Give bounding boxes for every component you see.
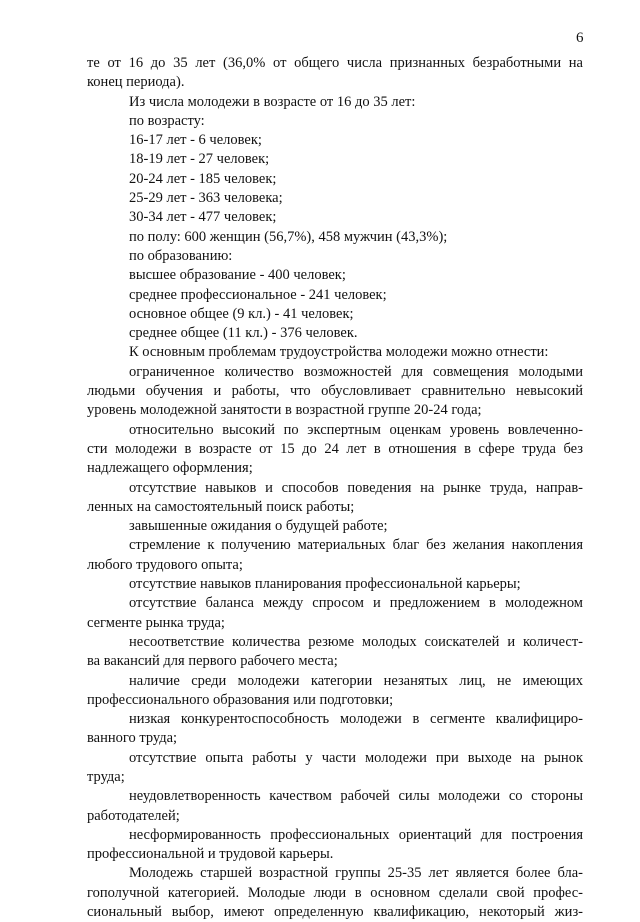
problem-line: завышенные ожидания о будущей работе; — [129, 518, 388, 535]
problem-line: ограниченное количество возможностей для совмещения молодыми — [129, 363, 583, 380]
closing-line: гополучной категорией. Молодые люди в основном сделали свой профес- — [87, 884, 583, 901]
problem-line: профессиональной и трудовой карьеры. — [87, 846, 334, 863]
problem-item — [87, 710, 583, 749]
stat-line: основное общее (9 кл.) - 41 человек; — [129, 305, 354, 322]
closing-paragraph — [87, 864, 583, 922]
stat-line: среднее профессиональное - 241 человек; — [129, 286, 387, 303]
problem-line: низкая конкурентоспособность молодежи в сегменте квалифициро- — [129, 711, 583, 728]
problem-item — [87, 749, 583, 788]
problem-item — [87, 536, 583, 575]
problem-line: отсутствие опыта работы у части молодежи при выходе на рынок — [129, 749, 583, 766]
problem-item — [87, 421, 583, 479]
problem-item — [87, 575, 583, 594]
problem-line: любого трудового опыта; — [87, 556, 243, 573]
closing-line: Молодежь старшей возрастной группы 25-35 лет является более бла- — [129, 865, 583, 882]
problem-line: сегменте рынка труда; — [87, 614, 225, 631]
stat-line: по полу: 600 женщин (56,7%), 458 мужчин (43,3%); — [129, 228, 448, 245]
closing-line: сиональный выбор, имеют определенную квалификацию, некоторый жиз- — [87, 904, 583, 921]
stat-line: 16-17 лет - 6 человек; — [129, 132, 262, 149]
problem-item — [87, 787, 583, 826]
problem-item — [87, 479, 583, 518]
stat-line: 20-24 лет - 185 человек; — [129, 170, 277, 187]
problem-item — [87, 517, 583, 536]
problem-line: работодателей; — [87, 807, 180, 824]
stat-line: по образованию: — [129, 247, 233, 264]
stat-line: 25-29 лет - 363 человека; — [129, 190, 283, 207]
problem-line: труда; — [87, 768, 125, 785]
problem-line: профессионального образования или подготовки; — [87, 691, 394, 708]
problem-item — [87, 594, 583, 633]
stat-line: 30-34 лет - 477 человек; — [129, 209, 277, 226]
youth-heading: Из числа молодежи в возрасте от 16 до 35 лет: — [129, 93, 416, 110]
problem-line: отсутствие навыков планирования профессиональной карьеры; — [129, 576, 521, 593]
problem-item — [87, 363, 583, 421]
problem-line: надлежащего оформления; — [87, 460, 253, 477]
problem-item — [87, 826, 583, 865]
document-body — [87, 54, 583, 922]
problem-line: ва вакансий для первого рабочего места; — [87, 653, 338, 670]
problem-line: неудовлетворенность качеством рабочей силы молодежи со стороны — [129, 788, 583, 805]
problem-line: относительно высокий по экспертным оценкам уровень вовлеченно- — [129, 421, 583, 438]
problem-line: сти молодежи в возрасте от 15 до 24 лет в отношения в сфере труда без — [87, 440, 583, 457]
stat-line: высшее образование - 400 человек; — [129, 267, 346, 284]
problems-heading: К основным проблемам трудоустройства молодежи можно отнести: — [129, 344, 549, 361]
stat-line: по возрасту: — [129, 112, 205, 129]
problems-list — [87, 363, 583, 865]
statistics-list — [87, 112, 583, 344]
problem-line: отсутствие баланса между спросом и предложением в молодежном — [129, 595, 583, 612]
problem-line: несформированность профессиональных ориентаций для построения — [129, 826, 583, 843]
problem-line: наличие среди молодежи категории незанятых лиц, не имеющих — [129, 672, 583, 689]
stat-line: 18-19 лет - 27 человек; — [129, 151, 270, 168]
problem-line: уровень молодежной занятости в возрастной группе 20-24 года; — [87, 402, 482, 419]
problem-item — [87, 672, 583, 711]
problem-line: ванного труда; — [87, 730, 178, 747]
problem-line: ленных на самостоятельный поиск работы; — [87, 498, 355, 515]
text-line: те от 16 до 35 лет (36,0% от общего числа признанных безработными на — [87, 55, 583, 71]
problem-line: людьми обучения и работы, что обусловливает сравнительно невысокий — [87, 383, 583, 400]
page-number: 6 — [576, 30, 584, 46]
problem-line: несоответствие количества резюме молодых соискателей и количест- — [129, 633, 583, 650]
problem-line: стремление к получению материальных благ без желания накопления — [129, 537, 583, 554]
problem-item — [87, 633, 583, 672]
text-line: конец периода). — [87, 74, 185, 91]
problem-line: отсутствие навыков и способов поведения на рынке труда, направ- — [129, 479, 583, 496]
stat-line: среднее общее (11 кл.) - 376 человек. — [129, 325, 358, 342]
